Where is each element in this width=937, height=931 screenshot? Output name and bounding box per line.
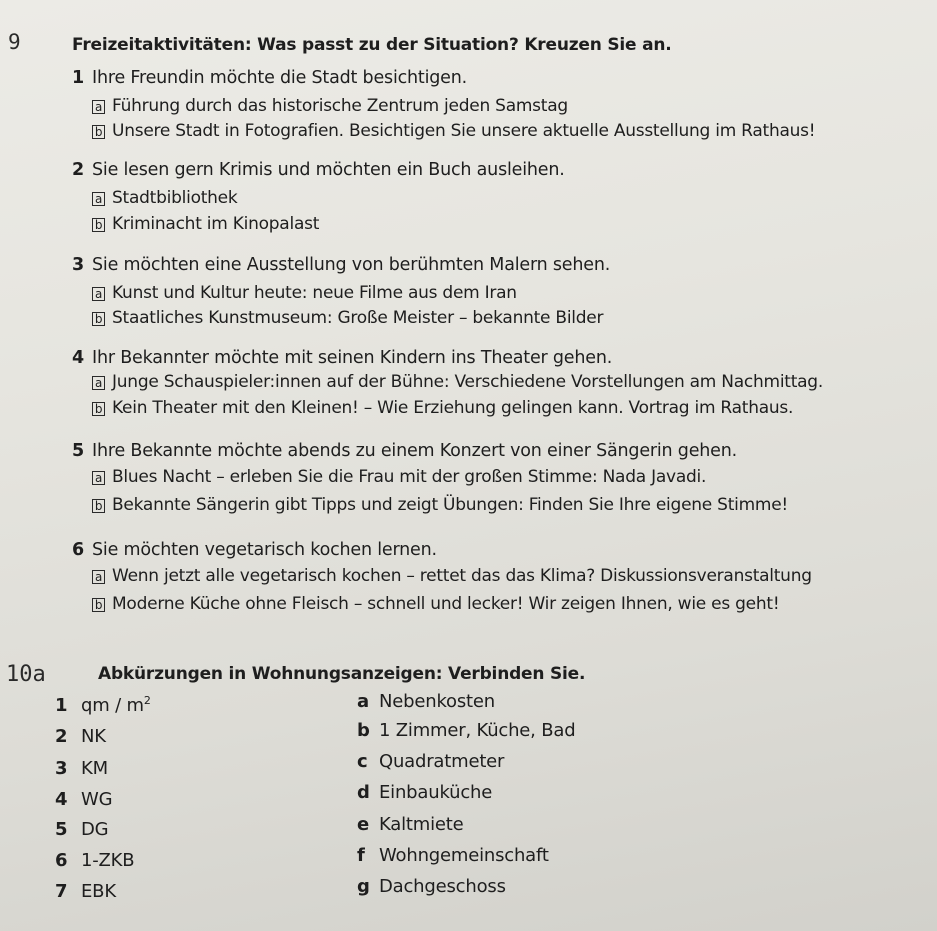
checkbox-b[interactable]: b [92,312,105,326]
abbr-number: 2 [55,726,68,747]
abbr-text: NK [81,726,106,747]
meaning-text: Kaltmiete [379,814,464,835]
meaning-text: 1 Zimmer, Küche, Bad [379,720,576,741]
exercise-10a-number: 10a [6,662,46,687]
abbr-item-2[interactable] [55,726,106,747]
checkbox-a[interactable]: a [92,570,105,584]
question-3 [72,255,610,275]
option-4a[interactable] [92,372,823,392]
question-2 [72,160,565,180]
abbr-item-1[interactable] [55,694,151,716]
question-text: Sie möchten vegetarisch kochen lernen. [92,540,437,560]
option-5b[interactable] [92,495,788,515]
meaning-letter: d [357,782,370,803]
option-text: Unsere Stadt in Fotografien. Besichtigen Sie unsere aktuelle Ausstellung im Rathaus! [112,121,816,141]
meaning-item-c[interactable] [357,751,504,772]
question-5 [72,441,737,461]
meaning-item-b[interactable] [357,720,575,741]
option-text: Wenn jetzt alle vegetarisch kochen – rettet das das Klima? Diskussionsveranstaltung [112,566,812,586]
abbr-item-4[interactable] [55,789,112,810]
abbr-item-7[interactable] [55,881,116,902]
question-text: Sie lesen gern Krimis und möchten ein Buch ausleihen. [92,160,565,180]
abbr-item-3[interactable] [55,758,108,779]
meaning-letter: c [357,751,368,772]
question-text: Ihr Bekannter möchte mit seinen Kindern ins Theater gehen. [92,348,613,368]
checkbox-a[interactable]: a [92,376,105,390]
meaning-item-e[interactable] [357,814,464,835]
checkbox-b[interactable]: b [92,598,105,612]
abbr-number: 4 [55,789,68,810]
abbr-text: DG [81,819,109,840]
meaning-item-d[interactable] [357,782,492,803]
option-text: Junge Schauspieler:innen auf der Bühne: Verschiedene Vorstellungen am Nachmittag. [112,372,823,392]
checkbox-b[interactable]: b [92,125,105,139]
option-text: Stadtbibliothek [112,188,238,208]
abbr-number: 6 [55,850,68,871]
option-1b[interactable] [92,121,815,141]
checkbox-b[interactable]: b [92,402,105,416]
option-text: Kunst und Kultur heute: neue Filme aus dem Iran [112,283,517,303]
checkbox-a[interactable]: a [92,471,105,485]
question-number: 6 [72,540,84,560]
abbr-text: WG [81,789,113,810]
meaning-letter: e [357,814,370,835]
question-text: Ihre Bekannte möchte abends zu einem Konzert von einer Sängerin gehen. [92,441,737,461]
question-number: 3 [72,255,84,275]
abbr-text: EBK [81,881,116,902]
meaning-letter: g [357,876,370,897]
meaning-text: Dachgeschoss [379,876,506,897]
question-4 [72,348,612,368]
exercise-10a-title: Abkürzungen in Wohnungsanzeigen: Verbinden Sie. [98,664,586,684]
abbr-item-6[interactable] [55,850,134,871]
question-text: Sie möchten eine Ausstellung von berühmten Malern sehen. [92,255,611,275]
abbr-number: 7 [55,881,68,902]
question-1 [72,68,467,88]
meaning-text: Quadratmeter [379,751,505,772]
abbr-number: 1 [55,695,68,716]
question-number: 5 [72,441,84,461]
option-6a[interactable] [92,566,812,586]
question-number: 2 [72,160,84,180]
option-5a[interactable] [92,467,706,487]
exercise-9-number: 9 [8,30,21,54]
option-2b[interactable] [92,214,319,234]
abbr-number: 5 [55,819,68,840]
meaning-text: Nebenkosten [379,691,495,712]
option-text: Kriminacht im Kinopalast [112,214,320,234]
option-text: Moderne Küche ohne Fleisch – schnell und lecker! Wir zeigen Ihnen, wie es geht! [112,594,780,614]
abbr-text: KM [81,758,108,779]
checkbox-b[interactable]: b [92,499,105,513]
option-text: Bekannte Sängerin gibt Tipps und zeigt Übungen: Finden Sie Ihre eigene Stimme! [112,495,788,515]
abbr-number: 3 [55,758,68,779]
checkbox-a[interactable]: a [92,100,105,114]
option-text: Führung durch das historische Zentrum jeden Samstag [112,96,568,116]
exercise-9-title: Freizeitaktivitäten: Was passt zu der Situation? Kreuzen Sie an. [72,35,672,55]
meaning-letter: a [357,691,369,712]
option-3a[interactable] [92,283,517,303]
meaning-item-a[interactable] [357,691,495,712]
meaning-item-f[interactable] [357,845,549,866]
question-6 [72,540,437,560]
meaning-text: Wohngemeinschaft [379,845,549,866]
option-text: Kein Theater mit den Kleinen! – Wie Erziehung gelingen kann. Vortrag im Rathaus. [112,398,794,418]
meaning-letter: b [357,720,370,741]
option-text: Blues Nacht – erleben Sie die Frau mit der großen Stimme: Nada Javadi. [112,467,707,487]
option-6b[interactable] [92,594,779,614]
option-3b[interactable] [92,308,603,328]
abbr-text: 1-ZKB [81,850,135,871]
question-number: 4 [72,348,84,368]
option-1a[interactable] [92,96,568,116]
question-text: Ihre Freundin möchte die Stadt besichtigen. [92,68,467,88]
meaning-item-g[interactable] [357,876,506,897]
checkbox-a[interactable]: a [92,192,105,206]
checkbox-a[interactable]: a [92,287,105,301]
option-4b[interactable] [92,398,793,418]
abbr-superscript: 2 [143,694,151,707]
option-2a[interactable] [92,188,237,208]
question-number: 1 [72,68,84,88]
abbr-text: qm / m [81,695,144,716]
checkbox-b[interactable]: b [92,218,105,232]
abbr-item-5[interactable] [55,819,108,840]
meaning-letter: f [357,845,365,866]
meaning-text: Einbauküche [379,782,493,803]
option-text: Staatliches Kunstmuseum: Große Meister – bekannte Bilder [112,308,604,328]
